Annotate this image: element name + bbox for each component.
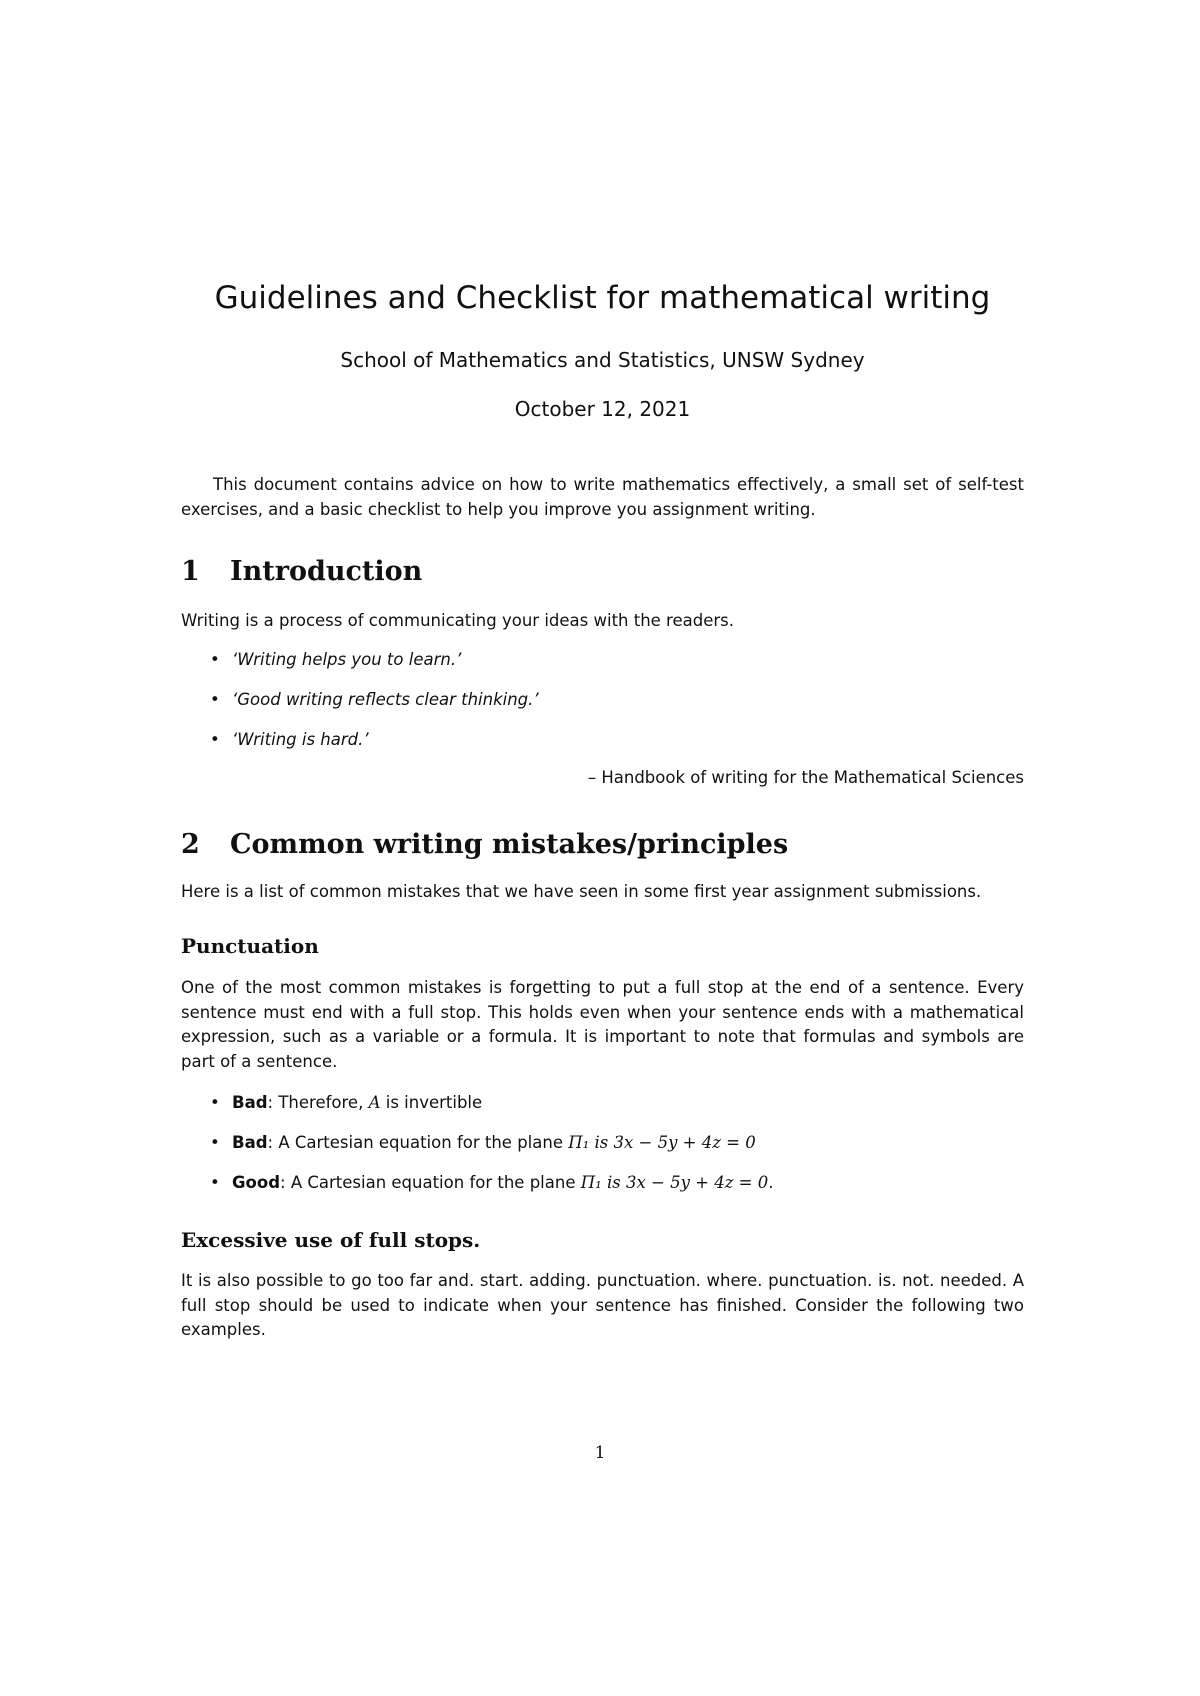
subsection-heading-full-stops: Excessive use of full stops. <box>181 1228 481 1252</box>
bullet-icon: • <box>210 1093 220 1112</box>
list-item <box>181 1091 1024 1131</box>
list-item <box>181 648 1024 688</box>
full-stops-paragraph: It is also possible to go too far and. start. adding. punctuation. where. punctuation. is. not. needed. A full stop should be used to indicate when your sentence has finished. Consider the following two examples. <box>181 1271 1024 1339</box>
abstract-paragraph: This document contains advice on how to write mathematics effectively, a small set of self-test exercises, and a basic checklist to help you improve you assignment writing. <box>181 475 1024 519</box>
example-text: : A Cartesian equation for the plane <box>267 1133 569 1152</box>
example-math: Π₁ is 3x − 5y + 4z = 0 <box>580 1173 769 1192</box>
punctuation-example-list <box>181 1091 1024 1211</box>
quote-text: ‘Good writing reflects clear thinking.’ <box>232 690 539 709</box>
example-math: A <box>368 1093 381 1112</box>
section-number: 2 <box>181 829 200 860</box>
document-affiliation: School of Mathematics and Statistics, UNSW Sydney <box>340 348 865 372</box>
example-text: : A Cartesian equation for the plane <box>280 1173 581 1192</box>
section-number: 1 <box>181 556 200 587</box>
quote-list <box>181 648 1024 768</box>
punctuation-paragraph: One of the most common mistakes is forgetting to put a full stop at the end of a sentence. Every sentence must end with a full stop. This holds even when your sentence ends with a mathematical expression, such as a variable or a formula. It is important to note that formulas and symbols are part of a sentence. <box>181 978 1024 1071</box>
section-title: Common writing mistakes/principles <box>230 829 789 860</box>
subsection-heading-punctuation: Punctuation <box>181 934 319 958</box>
example-math: Π₁ is 3x − 5y + 4z = 0 <box>568 1133 756 1152</box>
page-number: 1 <box>594 1443 606 1463</box>
example-label: Bad <box>232 1133 268 1152</box>
list-item <box>181 1171 1024 1211</box>
bullet-icon: • <box>210 730 220 749</box>
quote-text: ‘Writing helps you to learn.’ <box>232 650 462 669</box>
list-item <box>181 1131 1024 1171</box>
introduction-paragraph: Writing is a process of communicating your ideas with the readers. <box>181 611 734 630</box>
example-text-end: is invertible <box>380 1093 483 1112</box>
example-label: Good <box>232 1173 281 1192</box>
document-title: Guidelines and Checklist for mathematical writing <box>214 280 991 316</box>
quote-attribution: – Handbook of writing for the Mathematical Sciences <box>587 768 1024 787</box>
section-title: Introduction <box>230 556 423 587</box>
document-date: October 12, 2021 <box>514 397 691 421</box>
bullet-icon: • <box>210 690 220 709</box>
section-heading-common-mistakes <box>181 828 788 862</box>
bullet-icon: • <box>210 650 220 669</box>
bullet-icon: • <box>210 1133 220 1152</box>
example-label: Bad <box>232 1093 268 1112</box>
bullet-icon: • <box>210 1173 220 1192</box>
common-mistakes-paragraph: Here is a list of common mistakes that we have seen in some first year assignment submissions. <box>181 882 982 901</box>
example-text-end: . <box>768 1173 774 1192</box>
quote-text: ‘Writing is hard.’ <box>232 730 369 749</box>
section-heading-introduction <box>181 555 422 589</box>
example-text: : Therefore, <box>267 1093 369 1112</box>
list-item <box>181 688 1024 728</box>
list-item <box>181 728 1024 768</box>
